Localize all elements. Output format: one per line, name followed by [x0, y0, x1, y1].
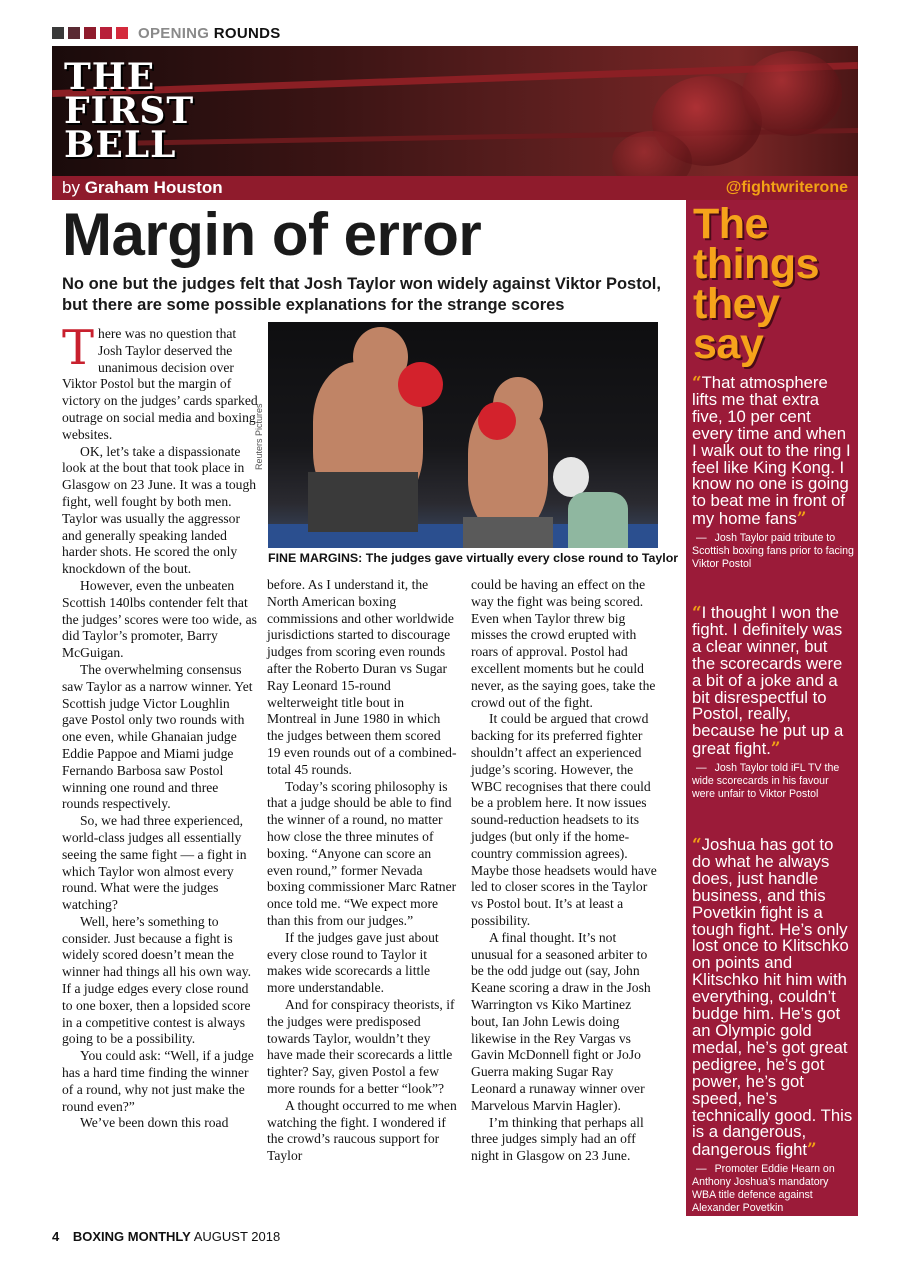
paragraph: There was no question that Josh Taylor deserved the unanimous decision over Viktor Postol but the margin of victory on the judges’ cards sparked outrage on social media and boxing websites. — [62, 320, 258, 442]
paragraph: We’ve been down this road — [80, 1115, 229, 1131]
quote-attribution: — Josh Taylor paid tribute to Scottish boxing fans prior to facing Viktor Postol — [692, 532, 854, 571]
open-quote-icon: “ — [692, 372, 702, 392]
boxing-glove-icon — [478, 402, 516, 440]
standfirst: No one but the judges felt that Josh Taylor won widely against Viktor Postol, but there are some possible explanations for the strange scores — [62, 275, 661, 314]
boxing-glove-icon — [742, 51, 842, 136]
page-number: 4 — [52, 1229, 60, 1244]
section-square-icon — [100, 27, 112, 39]
paragraph: You could ask: “Well, if a judge has a hard time finding the winner of a round, why not just make the round even?” — [62, 1048, 254, 1114]
photo-caption: FINE MARGINS: The judges gave virtually every close round to Taylor — [268, 551, 679, 565]
open-quote-icon: “ — [692, 834, 702, 854]
referee-figure — [568, 492, 628, 548]
quotes-sidebar — [686, 200, 858, 1216]
section-header — [52, 24, 281, 42]
column-banner — [52, 46, 858, 176]
close-quote-icon: ” — [807, 1139, 817, 1160]
paragraph: It could be argued that crowd backing for its preferred fighter shouldn’t affect an experienced judge’s scoring. However, the WBC recognises that there could be a problem here. It now issues sound-reduction headsets to its judges (but only if the home-country commission agrees). Maybe those headsets would have led to closer scores in the Taylor vs Postol bout. It’s at least a possibility. — [471, 711, 657, 928]
paragraph: before. As I understand it, the North American boxing commissions and other worldwide jurisdictions started to discourage judges from scoring even rounds after the Roberto Duran vs Sugar Ray Leonard 15-round welterweight title bout in Montreal in June 1980 in which the judges between them scored 19 even rounds out of a combined-total 45 rounds. — [267, 577, 457, 777]
section-square-icon — [84, 27, 96, 39]
headline: Margin of error — [62, 201, 482, 268]
boxer-trunks — [463, 517, 553, 548]
column-title: THE FIRST BELL — [64, 56, 195, 166]
issue-date: AUGUST 2018 — [193, 1229, 281, 1244]
section-label: OPENING ROUNDS — [138, 24, 281, 42]
byline: by Graham Houston — [62, 178, 223, 197]
paragraph: The overwhelming consensus saw Taylor as a narrow winner. Yet Scottish judge Victor Loughlin gave Postol only two rounds with one even, while Ghanaian judge Eddie Pappoe and Miami judge Fernando Barbosa saw Postol winning one round and three rounds respectively. — [62, 661, 253, 812]
quote-text: “Joshua has got to do what he always does, just handle business, and this Povetkin fight is a tough fight. He’s only lost once to Klitschko on points and Klitschko hit him with everything, couldn’t budge him. He’s got an Olympic gold medal, he’s got great pedigree, he’s got power, he’s got speed, he’s technically good. This is a dangerous, dangerous fight” — [692, 834, 853, 1160]
quote-block — [692, 374, 854, 571]
quote-attribution: — Promoter Eddie Hearn on Anthony Joshua’s mandatory WBA title defence against Alexander Povetkin — [692, 1163, 835, 1215]
paragraph: I’m thinking that perhaps all three judges simply had an off night in Glasgow on 23 June. — [471, 1114, 644, 1164]
paragraph: A thought occurred to me when watching the fight. I wondered if the crowd’s raucous support for Taylor — [267, 1097, 457, 1164]
paragraph: So, we had three experienced, world-class judges all essentially seeing the same fight — a fight in which Taylor won almost every round. What were the judges watching? — [62, 813, 247, 913]
page-footer — [52, 1229, 280, 1244]
paragraph: Today’s scoring philosophy is that a judge should be able to find the winner of a round, no matter how close the three minutes of boxing. “Anyone can score an even round,” former Nevada boxing commissioner Marc Ratner once told me. “We expect more than this from our judges.” — [267, 778, 457, 928]
section-square-icon — [116, 27, 128, 39]
sidebar-title: The things they say — [693, 200, 819, 368]
drop-cap: T — [62, 320, 95, 376]
quote-block — [692, 604, 854, 801]
paragraph: However, even the unbeaten Scottish 140lbs contender felt that the judges’ scores were too wide, as did Taylor’s promoter, Barry McGuigan. — [62, 577, 257, 661]
section-square-icon — [52, 27, 64, 39]
open-quote-icon: “ — [692, 602, 702, 622]
fight-photo — [268, 322, 658, 548]
boxing-glove-icon — [398, 362, 443, 407]
magazine-name: BOXING MONTHLY — [72, 1229, 191, 1244]
close-quote-icon: ” — [770, 738, 781, 759]
close-quote-icon: ” — [796, 508, 807, 529]
boxer-trunks — [308, 472, 418, 532]
quote-text: “That atmosphere lifts me that extra five, 10 per cent every time and when I walk out to the ring I feel like King Kong. I know no one is going to beat me in front of my home fans” — [692, 372, 851, 529]
paragraph: Well, here’s something to consider. Just because a fight is widely scored doesn’t mean the winner had things all his own way. If a judge edges every close round to one boxer, then a lopsided score in a competitive contest is always going to be a possibility. — [62, 913, 252, 1047]
quote-text: “I thought I won the fight. I definitely was a clear winner, but the scorecards were a bit of a joke and a bit disrespectful to Postol, really, because he put up a great fight.” — [692, 602, 844, 759]
section-square-icon — [68, 27, 80, 39]
quote-attribution: — Josh Taylor told iFL TV the wide scorecards in his favour were unfair to Viktor Postol — [692, 762, 840, 801]
quote-block — [692, 836, 854, 1215]
twitter-handle: @fightwriterone — [725, 179, 848, 196]
paragraph: A final thought. It’s not unusual for a seasoned arbiter to be the odd judge out (say, John Keane scoring a draw in the Josh Warrington vs Kiko Martinez bout, Ian John Lewis doing likewise in the Rey Vargas vs Gavin McDonnell fight or JoJo Guerra making Sugar Ray Leonard a runaway winner over Marvelous Marvin Hagler). — [471, 929, 651, 1113]
photo-credit: Reuters Pictures — [254, 403, 264, 470]
paragraph: OK, let’s take a dispassionate look at the bout that took place in Glasgow on 23 June. It was a tough fight, well fought by both men. Taylor was usually the aggressor and generally speaking landed harder shots. He scored the only knockdown of the bout. — [62, 443, 257, 577]
article-column-3 — [471, 577, 661, 1165]
article-column-2 — [267, 577, 457, 1165]
paragraph: If the judges gave just about every close round to Taylor it makes wide scorecards a little more understandable. — [267, 929, 439, 996]
author-name: Graham Houston — [84, 178, 223, 197]
byline-bar — [52, 176, 858, 200]
boxing-glove-icon — [553, 457, 589, 497]
article-column-1 — [62, 320, 258, 1132]
paragraph: And for conspiracy theorists, if the judges were predisposed towards Taylor, wouldn’t they have made their scorecards a little tighter? Say, given Postol a few more rounds for a better “look”? — [267, 996, 455, 1096]
paragraph: could be having an effect on the way the fight was being scored. Even when Taylor threw big misses the crowd erupted with roars of approval. Postol had excellent moments but he could never, as the saying goes, take the crowd out of the fight. — [471, 577, 656, 710]
